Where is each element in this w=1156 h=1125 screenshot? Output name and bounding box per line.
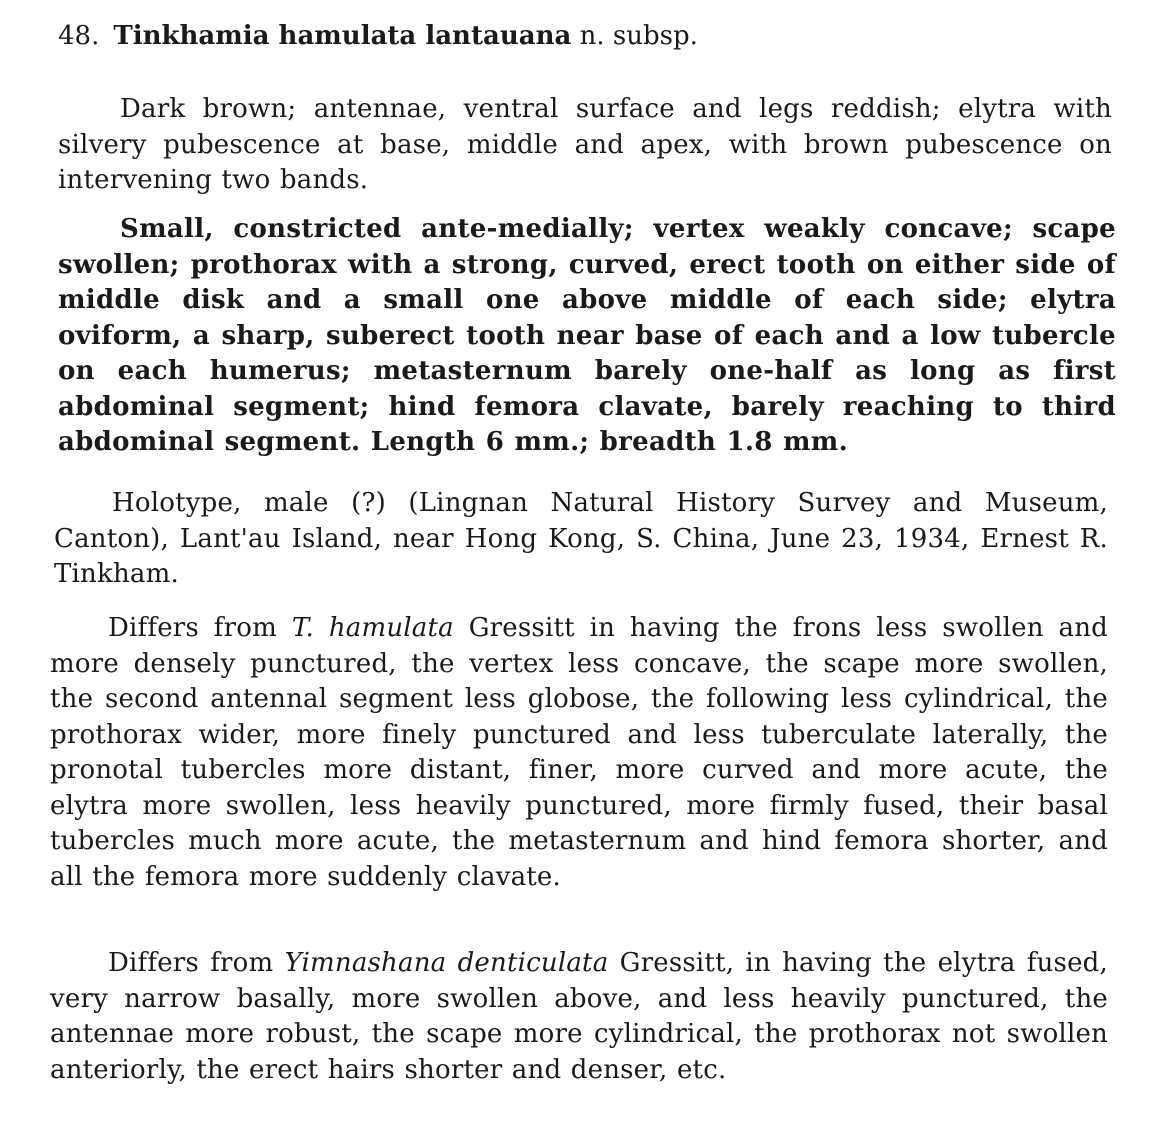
morphology-paragraph: Small, constricted ante-medially; vertex weakly concave; scape swollen; prothorax with a strong, curved, erect tooth on either side of middle disk and a small one above middle of each side; elytra oviform, a sharp, suberect tooth near base of each and a low tubercle on each humerus; metasternum barely one-half as long as first abdominal segment; hind femora clavate, barely reaching to third abdominal segment. Length 6 mm.; breadth 1.8 mm.	[58, 214, 1116, 457]
species-heading	[58, 18, 698, 54]
diff1-lead: Differs from	[108, 613, 277, 643]
diff2-body: Gressitt, in having the elytra fused, very narrow basally, more swollen above, and less heavily punctured, the antennae more robust, the scape more cylindrical, the prothorax not swollen anteriorly, the erect hairs shorter and denser, etc.	[50, 948, 1108, 1085]
coloration-paragraph: Dark brown; antennae, ventral surface and legs reddish; elytra with silvery pubescence at base, middle and apex, with brown pubescence on intervening two bands.	[58, 94, 1112, 195]
holotype-paragraph: Holotype, male (?) (Lingnan Natural History Survey and Museum, Canton), Lant'au Island, near Hong Kong, S. China, June 23, 1934, Ernest R. Tinkham.	[54, 488, 1108, 589]
diff2-species: Yimnashana denticulata	[284, 948, 609, 978]
diff1-body: Gressitt in having the frons less swollen and more densely punctured, the vertex less concave, the scape more swollen, the second antennal segment less globose, the following less cylindrical, the prothorax wider, more finely punctured and less tuberculate laterally, the pronotal tubercles more distant, finer, more curved and more acute, the elytra more swollen, less heavily punctured, more firmly fused, their basal tubercles much more acute, the metasternum and hind femora shorter, and all the femora more suddenly clavate.	[50, 613, 1109, 892]
differential-diagnosis-1	[50, 611, 1108, 895]
diff2-lead: Differs from	[108, 948, 274, 978]
taxon-status: n. subsp.	[579, 21, 698, 51]
differential-diagnosis-2	[50, 946, 1108, 1088]
taxon-name: Tinkhamia hamulata lantauana	[113, 21, 572, 51]
diff1-species: T. hamulata	[291, 613, 454, 643]
entry-number: 48.	[58, 21, 100, 51]
